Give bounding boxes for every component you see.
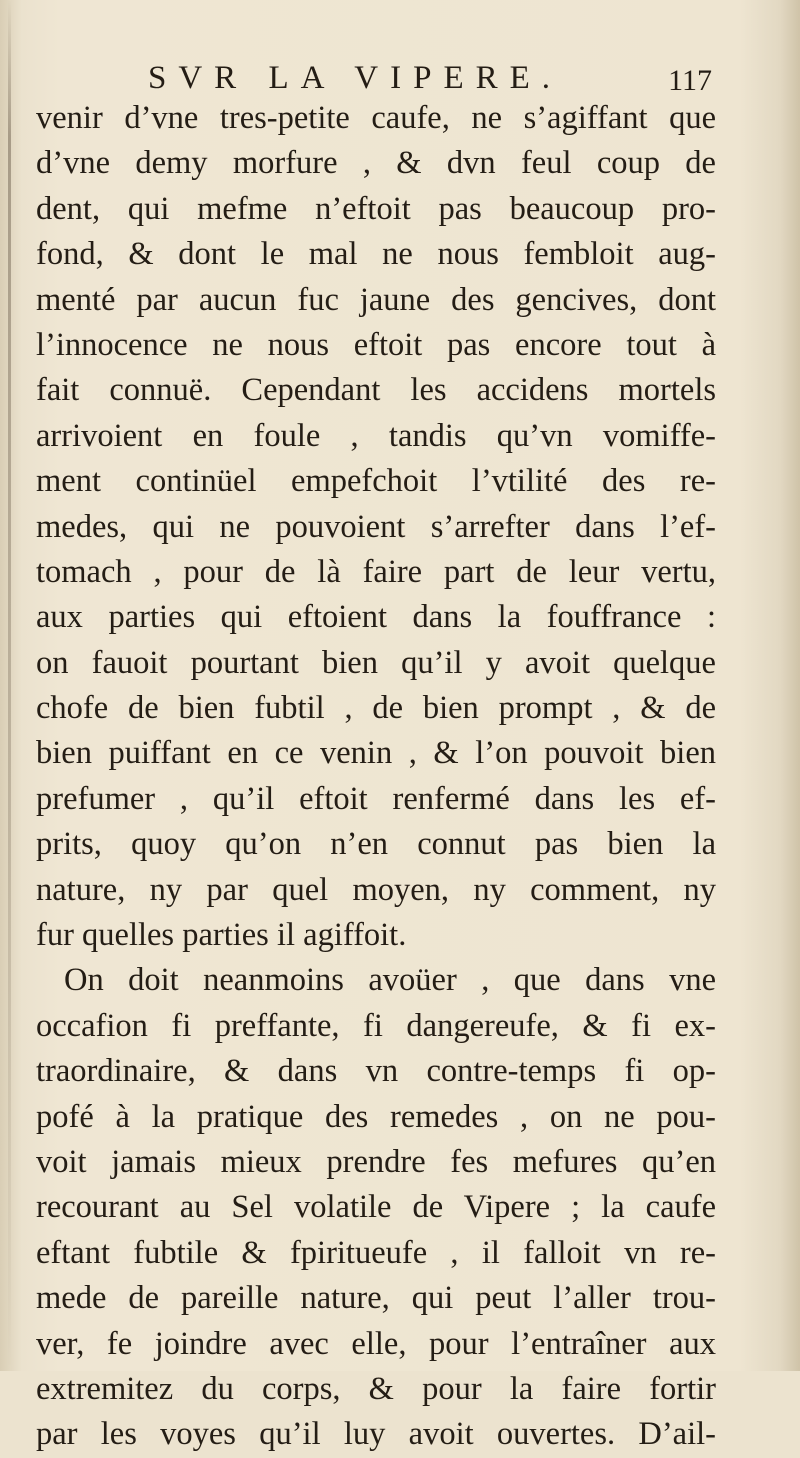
text-line: menté par aucun fuc jaune des gencives, dont <box>36 281 716 318</box>
text-line: nature, ny par quel moyen, ny comment, ny <box>36 871 716 908</box>
paragraph-start-line: On doit neanmoins avoüer , que dans vne <box>64 962 716 999</box>
page-number: 117 <box>668 64 712 97</box>
text-line: par les voyes qu’il luy avoit ouvertes. D’ail- <box>36 1416 716 1453</box>
text-line: l’innocence ne nous eftoit pas encore tout à <box>36 326 716 363</box>
paragraph-end-line: fur quelles parties il agiffoit. <box>36 917 407 954</box>
text-line: eftant fubtile & fpiritueufe , il falloit vn re- <box>36 1234 716 1271</box>
text-line: on fauoit pourtant bien qu’il y avoit quelque <box>36 644 716 681</box>
text-line: prefumer , qu’il eftoit renfermé dans les ef- <box>36 780 716 817</box>
text-line: fait connuë. Cependant les accidens mortels <box>36 372 716 409</box>
text-line: voit jamais mieux prendre fes mefures qu’en <box>36 1143 716 1180</box>
text-line: fond, & dont le mal ne nous fembloit aug- <box>36 236 716 273</box>
text-line: recourant au Sel volatile de Vipere ; la caufe <box>36 1189 716 1226</box>
text-line: medes, qui ne pouvoient s’arrefter dans l’ef- <box>36 508 716 545</box>
text-line: bien puiffant en ce venin , & l’on pouvoit bien <box>36 735 716 772</box>
text-line: pofé à la pratique des remedes , on ne pou- <box>36 1098 716 1135</box>
text-line: traordinaire, & dans vn contre-temps fi op- <box>36 1053 716 1090</box>
text-line: ment continüel empefchoit l’vtilité des re- <box>36 463 716 500</box>
text-line: ver, fe joindre avec elle, pour l’entraîner aux <box>36 1325 716 1362</box>
text-line: d’vne demy morfure , & dvn feul coup de <box>36 145 716 182</box>
text-line: dent, qui mefme n’eftoit pas beaucoup pro- <box>36 190 716 227</box>
text-line: occafion fi preffante, fi dangereufe, & fi ex- <box>36 1007 716 1044</box>
text-line: venir d’vne tres-petite caufe, ne s’agiffant que <box>36 100 716 136</box>
text-line: prits, quoy qu’on n’en connut pas bien la <box>36 826 716 863</box>
text-line: aux parties qui eftoient dans la fouffrance : <box>36 599 716 636</box>
text-line: mede de pareille nature, qui peut l’aller trou- <box>36 1280 716 1317</box>
text-line: arrivoient en foule , tandis qu’vn vomiffe- <box>36 417 716 454</box>
gutter-shadow <box>8 0 11 1371</box>
body-text <box>36 96 716 1458</box>
running-head: SVR LA VIPERE. <box>148 60 563 96</box>
text-line: extremitez du corps, & pour la faire fortir <box>36 1370 716 1407</box>
text-line: tomach , pour de là faire part de leur vertu, <box>36 553 716 590</box>
text-line: chofe de bien fubtil , de bien prompt , & de <box>36 690 716 727</box>
